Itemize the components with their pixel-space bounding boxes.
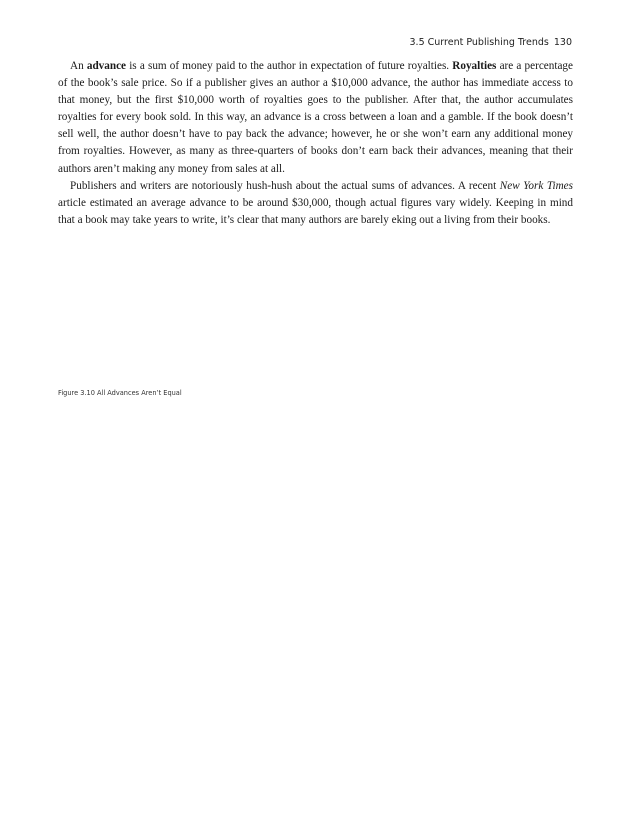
p1-text-1: An — [70, 60, 87, 72]
running-header — [410, 37, 573, 48]
paragraph-sums — [58, 178, 573, 229]
p2-text-2: article estimated an average advance to be around $30,000, though actual figures vary widely. Keeping in mind that a book may take years to write, it’s clear that many authors are barely eking out a living from their books. — [58, 196, 573, 226]
paragraph-advances — [58, 58, 573, 178]
p1-text-2: is a sum of money paid to the author in expectation of future royalties. — [126, 60, 453, 72]
section-title: 3.5 Current Publishing Trends — [409, 37, 549, 48]
term-advance: advance — [86, 60, 127, 72]
p2-text-1: Publishers and writers are notoriously hush-hush about the actual sums of advances. A recent — [70, 179, 500, 192]
term-royalties: Royalties — [452, 60, 497, 72]
body-text — [58, 58, 573, 229]
publication-name: New York Times — [499, 179, 573, 192]
figure-caption: Figure 3.10 All Advances Aren’t Equal — [58, 389, 182, 397]
p1-text-3: are a percentage of the book’s sale price. So if a publisher gives an author a $10,000 advance, the author has immediate access to that money, but the first $10,000 worth of royalties goes to the publisher. After that, the author accumulates royalties for every book sold. In this way, an advance is a cross between a loan and a gamble. If the book doesn’t sell well, the author doesn’t have to pay back the advance; however, he or she won’t earn any additional money from royalties. However, as many as three-quarters of books don’t earn back their advances, meaning that their authors aren’t making any money from sales at all. — [58, 60, 573, 175]
page-number: 130 — [553, 37, 572, 48]
